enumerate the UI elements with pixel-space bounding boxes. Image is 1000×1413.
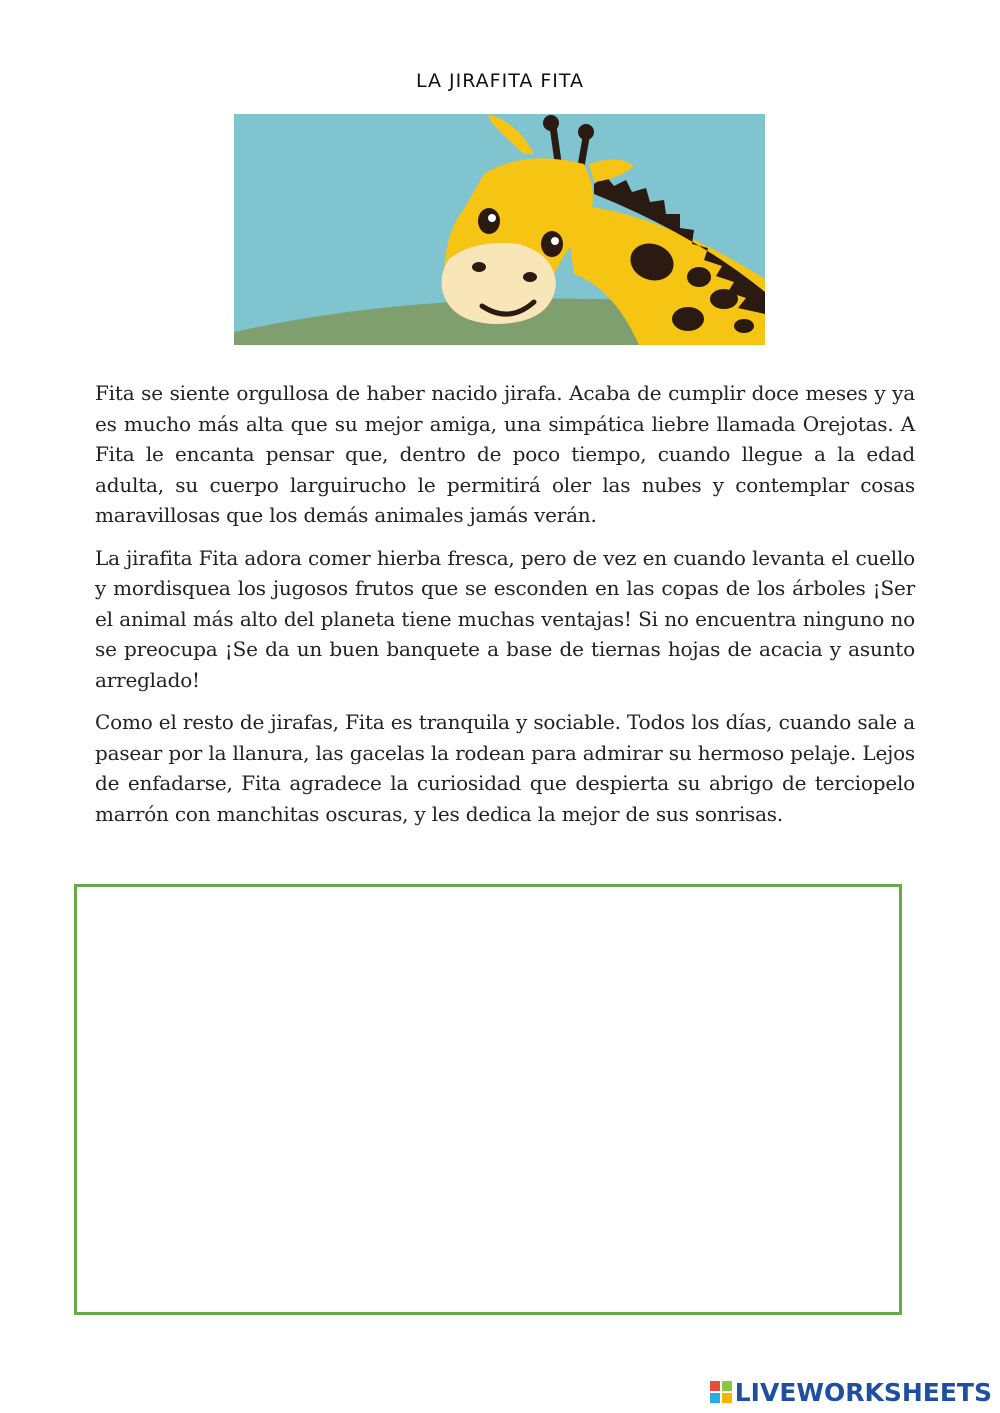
- logo-mark-icon: [710, 1381, 732, 1403]
- giraffe-illustration: [234, 114, 765, 345]
- answer-box[interactable]: [74, 884, 902, 1315]
- paragraph-3: Como el resto de jirafas, Fita es tranquila y sociable. Todos los días, cuando sale a pasear por la llanura, las gacelas la rodean para admirar su hermoso pelaje. Lejos de enfadarse, Fita agradece la curiosidad que despierta su abrigo de terciopelo marrón con manchitas oscuras, y les dedica la mejor de sus sonrisas.: [95, 710, 915, 826]
- story-text: [95, 378, 915, 841]
- paragraph-1: Fita se siente orgullosa de haber nacido jirafa. Acaba de cumplir doce meses y ya es mucho más alta que su mejor amiga, una simpática liebre llamada Orejotas. A Fita le encanta pensar que, dentro de poco tiempo, cuando llegue a la edad adulta, su cuerpo larguirucho le permitirá oler las nubes y contemplar cosas maravillosas que los demás animales jamás verán.: [95, 381, 915, 527]
- brand-name: LIVEWORKSHEETS: [734, 1377, 992, 1407]
- worksheet-title: LA JIRAFITA FITA: [415, 70, 585, 92]
- paragraph-2: La jirafita Fita adora comer hierba fresca, pero de vez en cuando levanta el cuello y mordisquea los jugosos frutos que se esconden en las copas de los árboles ¡Ser el animal más alto del planeta tiene muchas ventajas! Si no encuentra ninguno no se preocupa ¡Se da un buen banquete a base de tiernas hojas de acacia y asunto arreglado!: [95, 545, 915, 692]
- liveworksheets-logo: [710, 1375, 992, 1409]
